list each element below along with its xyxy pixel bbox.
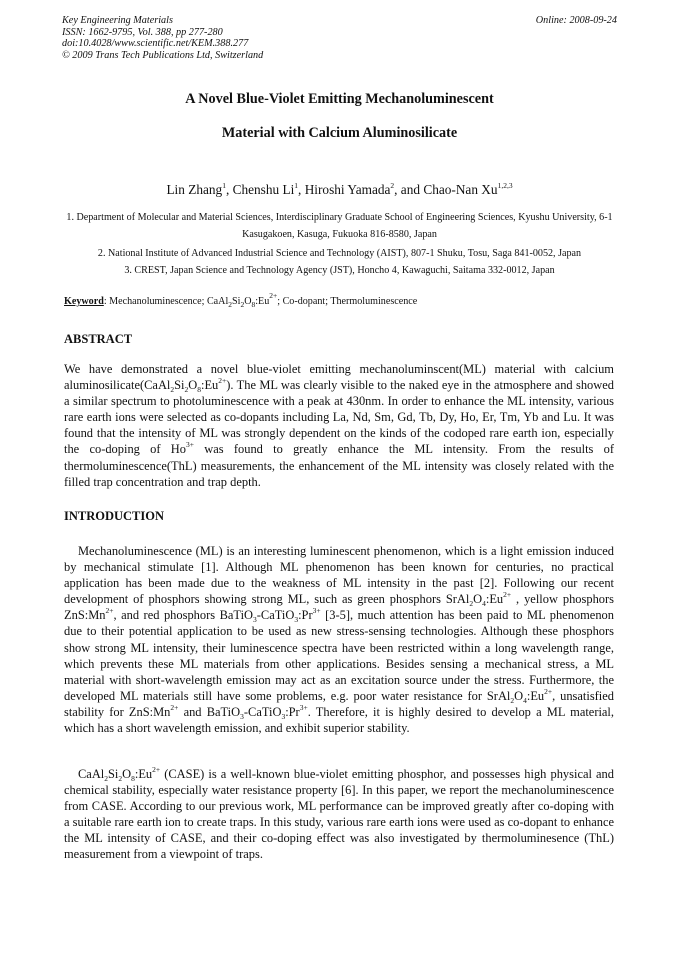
author-affiliation-mark: 1 xyxy=(222,181,226,190)
chem-symbol: :Eu xyxy=(485,592,504,607)
subscript: 8 xyxy=(251,300,256,309)
superscript: 3+ xyxy=(186,440,194,450)
paragraph-segment: , and red phosphors BaTiO xyxy=(113,608,254,623)
paragraph-segment: Mechanoluminescence (ML) is an interesting luminescent phenomenon, which is a light emission induced by mechanical stimulate [1]. Although ML phenomenon has been known for centuries, no practical application has been made due to the weakness of ML intensity in the past [2]. Following our recent development of phosphors showing strong ML, such as green phosphors SrAl xyxy=(64,544,614,607)
subscript: 3 xyxy=(281,711,286,721)
keywords-text: : Mechanoluminescence; CaAl xyxy=(103,296,229,307)
chem-symbol: :Pr xyxy=(298,608,313,623)
chem-symbol: Si xyxy=(174,378,185,393)
introduction-heading: INTRODUCTION xyxy=(64,509,165,523)
subscript: 8 xyxy=(131,774,135,783)
chem-symbol: Si xyxy=(232,296,241,307)
abstract-text xyxy=(64,361,614,490)
abstract-segment: ). The ML was clearly visible to the naked eye in the atmosphere and showed a similar spectrum to photoluminescence with a peak at 430nm. In order to enhance the ML intensity, various rare earth ions were selected as co-dopants including La, Nd, Sm, Gd, Tb, Dy, Ho, Er, Tm, Yb and Lu. It was found that the intensity of ML was strongly dependent on the kinds of the codoped rare earth ion, especially the co-doping of Ho xyxy=(64,378,614,457)
introduction-paragraph-2 xyxy=(64,766,614,863)
subscript: 2 xyxy=(469,599,474,609)
chem-symbol: :Eu xyxy=(201,378,219,393)
superscript: 2+ xyxy=(170,702,179,712)
journal-doi: doi:10.4028/www.scientific.net/KEM.388.277 xyxy=(62,38,249,50)
chem-symbol: O xyxy=(514,688,524,703)
subscript: 2 xyxy=(228,300,233,309)
paragraph-segment: and BaTiO xyxy=(178,704,241,719)
superscript: 2+ xyxy=(152,765,161,774)
paragraph-segment: -CaTiO xyxy=(243,704,282,719)
paper-title-line-2: Material with Calcium Aluminosilicate xyxy=(221,125,458,141)
paragraph-segment: (CASE) is a well-known blue-violet emitting phosphor, and possesses high physical and chemical stability, especially water resistance property [6]. In this paper, we report the mechanoluminescence from CASE. According to our previous work, ML performance can be improved greatly after co-doping with a suitable rare earth ion to create traps. In this study, various rare earth ions were used as co-dopant to enhance the ML intensity of CASE, and their co-doping effect was also investigated by thermoluminesence (ThL) measurement from a viewpoint of traps. xyxy=(64,767,614,862)
paper-title-line-1: A Novel Blue-Violet Emitting Mechanoluminescent xyxy=(185,91,494,107)
chem-symbol: :Eu xyxy=(134,767,153,781)
subscript: 3 xyxy=(294,615,299,625)
subscript: 2 xyxy=(240,300,245,309)
author-affiliation-mark: 1,2,3 xyxy=(497,181,513,190)
superscript: 2+ xyxy=(544,686,553,696)
chem-symbol: Si xyxy=(108,767,119,781)
affiliation-1: 1. Department of Molecular and Material Sciences, Interdisciplinary Graduate School of Engineering Sciences, Kyushu University, 6-1 Kasugakoen, Kasuga, Fukuoka 816-8580, Japan xyxy=(66,212,613,240)
subscript: 8 xyxy=(197,385,201,395)
journal-name: Key Engineering Materials xyxy=(62,15,173,26)
superscript: 3+ xyxy=(312,606,321,616)
paragraph-segment: , yellow phosphors ZnS:Mn xyxy=(64,592,614,623)
introduction-paragraph-1 xyxy=(64,543,614,736)
author-name: Lin Zhang xyxy=(166,182,223,197)
paragraph-segment: -CaTiO xyxy=(256,608,295,623)
paragraph-segment: CaAl xyxy=(78,767,105,781)
affiliation-3: 3. CREST, Japan Science and Technology Agency (JST), Honcho 4, Kawaguchi, Saitama 332-0012, Japan xyxy=(124,265,555,276)
abstract-heading: ABSTRACT xyxy=(64,332,133,346)
journal-header xyxy=(62,15,617,61)
superscript: 2+ xyxy=(218,376,227,386)
subscript: 2 xyxy=(184,385,189,395)
paragraph-segment: [3-5], much attention has been paid to ML phenomenon due to their potential application to be used as new stress-sensing technologies. Although these phosphors show strong ML intensity, their luminescence spectra have been restricted within a long wavelength range, which prevents these ML materials from other applications. Besides sensing a mechanical stress, a ML material with short-wavelength emission may act as an excitation source under the stress. Furthermore, the developed ML materials still have some problems, e.g. poor water resistance for SrAl xyxy=(64,608,614,703)
author-list: Lin Zhang$^1$, Chenshu Li$^1$, Hiroshi Yamada$^2$, and Chao-Nan Xu$^{1,2,3}$ xyxy=(166,181,513,197)
subscript: 2 xyxy=(510,695,515,705)
chem-symbol: O xyxy=(188,378,198,393)
subscript: 2 xyxy=(170,385,175,395)
chem-symbol: O xyxy=(244,296,252,307)
author-name: Chenshu Li xyxy=(232,182,295,197)
keywords xyxy=(64,291,418,309)
paragraph-segment: , unsatisfied stability for ZnS:Mn xyxy=(64,688,614,719)
chem-symbol: :Eu xyxy=(255,296,270,307)
superscript: 2+ xyxy=(105,606,114,616)
subscript: 2 xyxy=(118,774,123,783)
chem-symbol: O xyxy=(473,592,483,607)
subscript: 2 xyxy=(104,774,109,783)
author-name: Hiroshi Yamada xyxy=(304,182,391,197)
journal-copyright: © 2009 Trans Tech Publications Ltd, Switzerland xyxy=(62,49,264,61)
author-affiliation-mark: 2 xyxy=(390,181,395,190)
subscript: 4 xyxy=(482,599,486,609)
superscript: 2+ xyxy=(503,590,512,600)
superscript: 2+ xyxy=(269,291,278,300)
chem-symbol: :Pr xyxy=(285,704,300,719)
superscript: 3+ xyxy=(299,702,308,712)
keywords-text: ; Co-dopant; Thermoluminescence xyxy=(277,296,418,307)
chem-symbol: O xyxy=(122,767,132,781)
author-affiliation-mark: 1 xyxy=(294,181,299,190)
abstract-segment: was found to greatly enhance the ML intensity. From the results of thermoluminescence(ThL) measurements, the enhancement of the ML intensity was closely related with the filled trap concentration and trap depth. xyxy=(64,442,615,489)
paragraph-segment: . Therefore, it is highly desired to develop a ML material, which has a short wavelength emission, and exhibit superior stability. xyxy=(64,704,614,736)
affiliation-2: 2. National Institute of Advanced Industrial Science and Technology (AIST), 807-1 Shuku, Tosu, Saga 841-0052, Japan xyxy=(97,248,582,259)
journal-issn: ISSN: 1662-9795, Vol. 388, pp 277-280 xyxy=(62,26,223,38)
subscript: 3 xyxy=(253,615,257,625)
online-date: Online: 2008-09-24 xyxy=(535,15,617,26)
subscript: 4 xyxy=(523,695,527,705)
abstract-segment: We have demonstrated a novel blue-violet emitting mechanoluminscent(ML) material with calcium aluminosilicate(CaAl xyxy=(64,362,614,393)
keywords-label: Keyword xyxy=(64,296,104,307)
chem-symbol: :Eu xyxy=(526,688,545,703)
author-name: Chao-Nan Xu xyxy=(423,182,498,197)
subscript: 3 xyxy=(240,711,244,721)
